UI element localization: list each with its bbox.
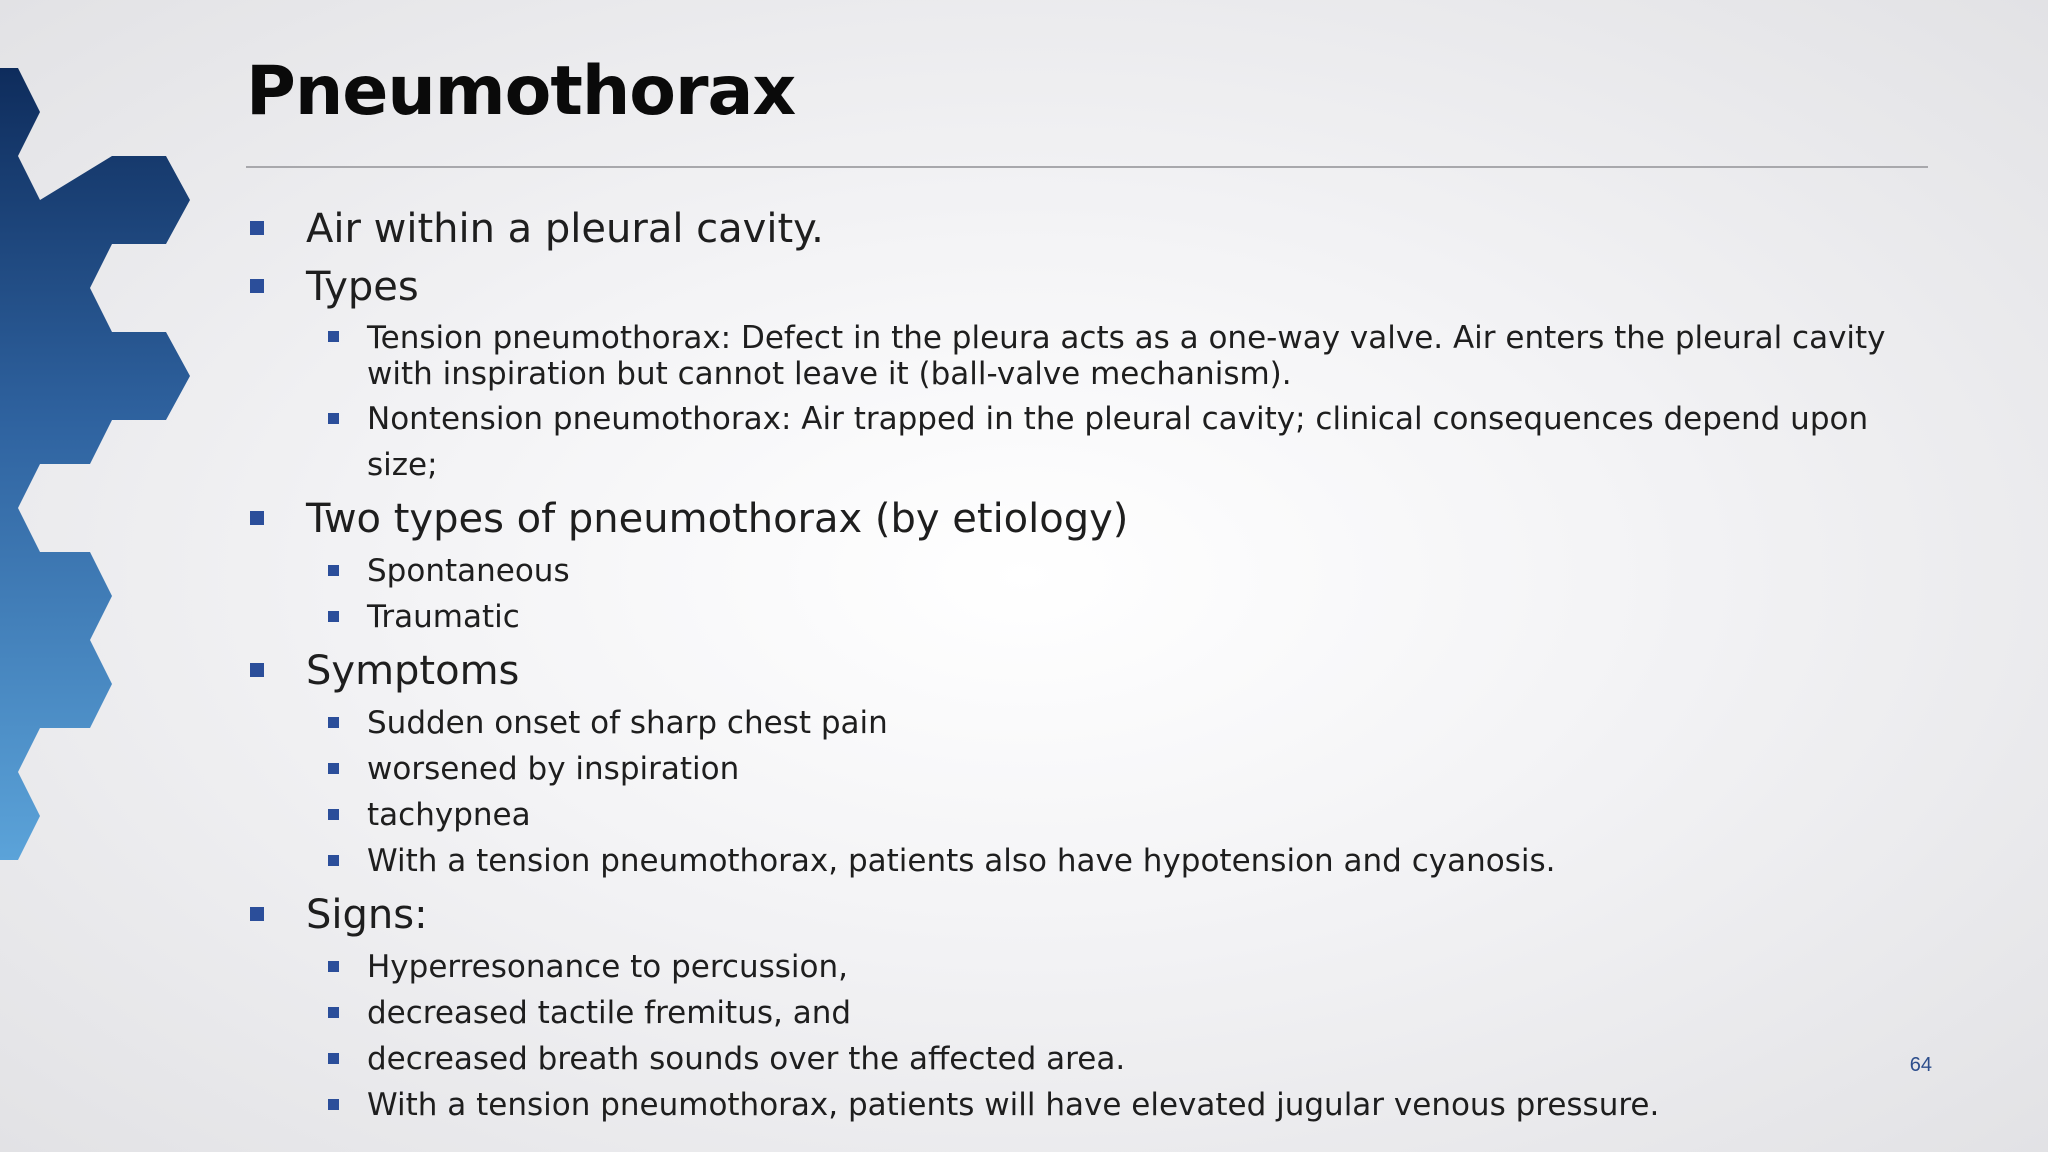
- hexagon-strip: [0, 68, 190, 860]
- square-bullet-icon: [250, 663, 264, 677]
- bullet-text: Types: [306, 264, 419, 310]
- sub-bullet-text: Tension pneumothorax: Defect in the pleura acts as a one-way valve. Air enters the pleural cavity with inspiration but cannot leave it (ball-valve mechanism).: [367, 320, 1886, 392]
- square-bullet-icon: [328, 565, 339, 576]
- square-bullet-icon: [328, 763, 339, 774]
- bullet-item: [246, 490, 1926, 548]
- square-bullet-icon: [250, 221, 264, 235]
- square-bullet-icon: [250, 279, 264, 293]
- sub-bullet-text: decreased tactile fremitus, and: [367, 995, 852, 1031]
- title-divider: [246, 166, 1928, 168]
- sub-bullet-item: [246, 700, 1926, 746]
- square-bullet-icon: [250, 907, 264, 921]
- sub-bullet-item: [246, 396, 1926, 488]
- square-bullet-icon: [328, 611, 339, 622]
- sub-bullet-text: decreased breath sounds over the affected area.: [367, 1041, 1126, 1077]
- square-bullet-icon: [328, 331, 339, 342]
- sub-bullet-text: Sudden onset of sharp chest pain: [367, 705, 888, 741]
- sub-bullet-text: Traumatic: [367, 599, 520, 635]
- bullet-item: [246, 886, 1926, 944]
- square-bullet-icon: [328, 1053, 339, 1064]
- bullet-text: Symptoms: [306, 648, 520, 694]
- bullet-text: Air within a pleural cavity.: [306, 206, 824, 252]
- sub-bullet-list: [246, 316, 1926, 488]
- bullet-item: [246, 200, 1926, 258]
- bullet-list: [246, 200, 1926, 1130]
- sub-bullet-text: With a tension pneumothorax, patients will have elevated jugular venous pressure.: [367, 1087, 1660, 1123]
- square-bullet-icon: [328, 1099, 339, 1110]
- square-bullet-icon: [328, 855, 339, 866]
- sub-bullet-text: With a tension pneumothorax, patients also have hypotension and cyanosis.: [367, 843, 1556, 879]
- sub-bullet-list: [246, 548, 1926, 640]
- square-bullet-icon: [328, 413, 339, 424]
- square-bullet-icon: [328, 809, 339, 820]
- square-bullet-icon: [328, 717, 339, 728]
- square-bullet-icon: [328, 961, 339, 972]
- sub-bullet-item: [246, 944, 1926, 990]
- sub-bullet-text: Hyperresonance to percussion,: [367, 949, 848, 985]
- sub-bullet-item: [246, 1036, 1926, 1082]
- sub-bullet-list: [246, 700, 1926, 884]
- sub-bullet-item: [246, 792, 1926, 838]
- square-bullet-icon: [328, 1007, 339, 1018]
- bullet-item: [246, 642, 1926, 700]
- bullet-item: [246, 258, 1926, 316]
- sub-bullet-list: [246, 944, 1926, 1128]
- hexagon-decoration: [0, 0, 200, 900]
- bullet-text: Signs:: [306, 892, 428, 938]
- slide-number: 64: [1909, 1054, 1932, 1076]
- sub-bullet-item: [246, 746, 1926, 792]
- sub-bullet-item: [246, 548, 1926, 594]
- bullet-text: Two types of pneumothorax (by etiology): [306, 496, 1129, 542]
- sub-bullet-item: [246, 1082, 1926, 1128]
- sub-bullet-text: tachypnea: [367, 797, 531, 833]
- slide-title: Pneumothorax: [246, 52, 796, 131]
- sub-bullet-item: [246, 838, 1926, 884]
- sub-bullet-text: Spontaneous: [367, 553, 570, 589]
- sub-bullet-item: [246, 990, 1926, 1036]
- square-bullet-icon: [250, 511, 264, 525]
- sub-bullet-item: [246, 316, 1926, 396]
- sub-bullet-text: Nontension pneumothorax: Air trapped in the pleural cavity; clinical consequences depend upon size;: [367, 401, 1869, 483]
- sub-bullet-text: worsened by inspiration: [367, 751, 740, 787]
- sub-bullet-item: [246, 594, 1926, 640]
